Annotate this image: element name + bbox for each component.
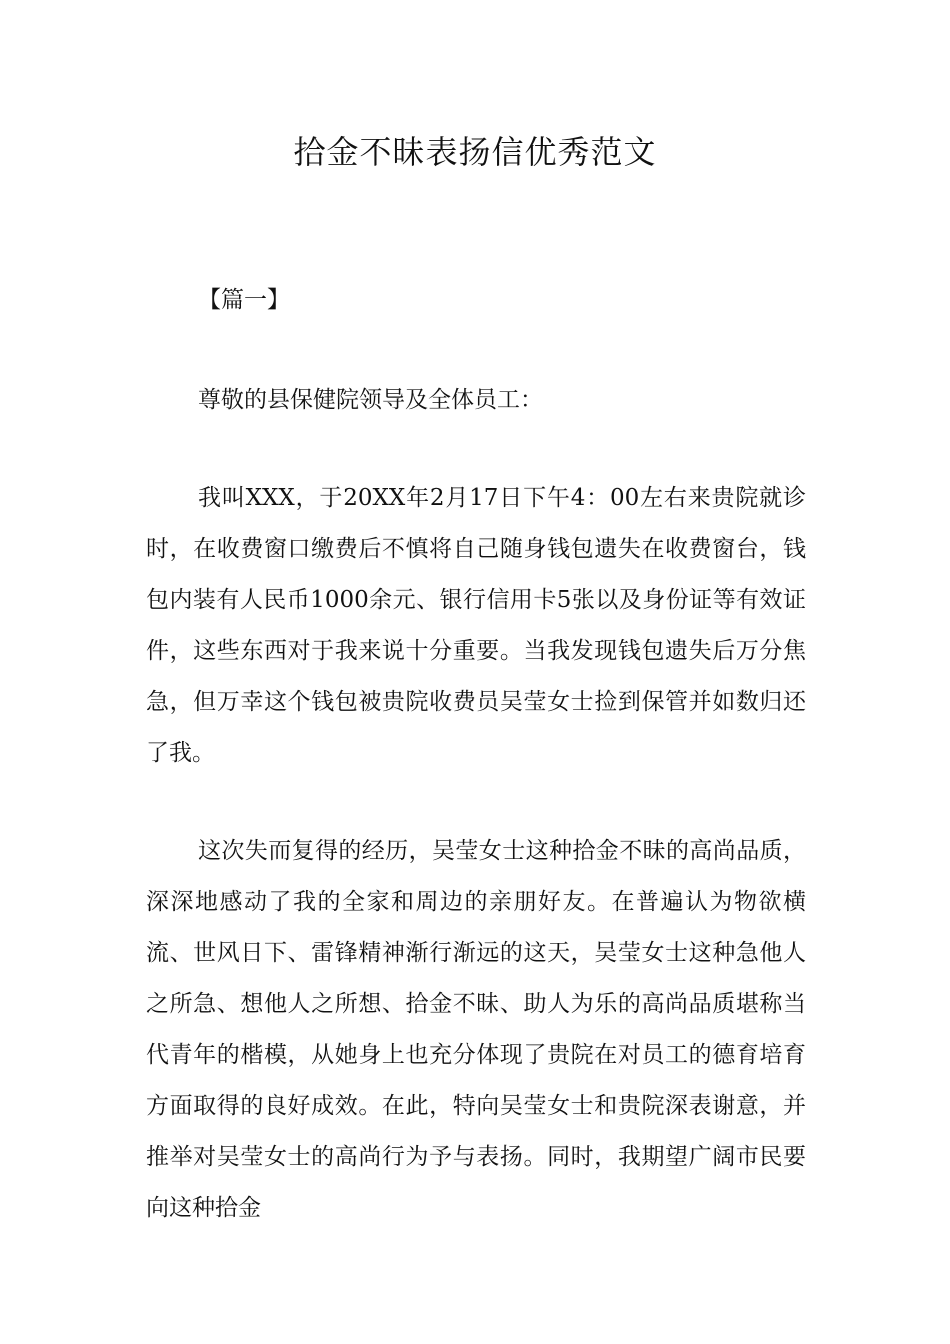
section-label: 【篇一】 xyxy=(198,287,290,313)
document-title: 拾金不昧表扬信优秀范文 xyxy=(293,133,657,171)
body-paragraph: 这次失而复得的经历，吴莹女士这种拾金不昧的高尚品质，深深地感动了我的全家和周边的亲朋好友。在普遍认为物欲横流、世风日下、雷锋精神渐行渐远的这天，吴莹女士这种急他人之所急、想他人之所想、拾金不昧、助人为乐的高尚品质堪称当代青年的楷模，从她身上也充分体现了贵院在对员工的德育培育方面取得的良好成效。在此，特向吴莹女士和贵院深表谢意，并推举对吴莹女士的高尚行为予与表扬。同时，我期望广阔市民要向这种拾金 xyxy=(146,838,806,1221)
body-paragraph: 我叫XXX，于20XX年2月17日下午4：00左右来贵院就诊时，在收费窗口缴费后不慎将自己随身钱包遗失在收费窗台，钱包内装有人民币1000余元、银行信用卡5张以及身份证等有效证件，这些东西对于我来说十分重要。当我发现钱包遗失后万分焦急，但万幸这个钱包被贵院收费员吴莹女士捡到保管并如数归还了我。 xyxy=(146,485,806,766)
salutation: 尊敬的县保健院领导及全体员工： xyxy=(198,387,543,413)
